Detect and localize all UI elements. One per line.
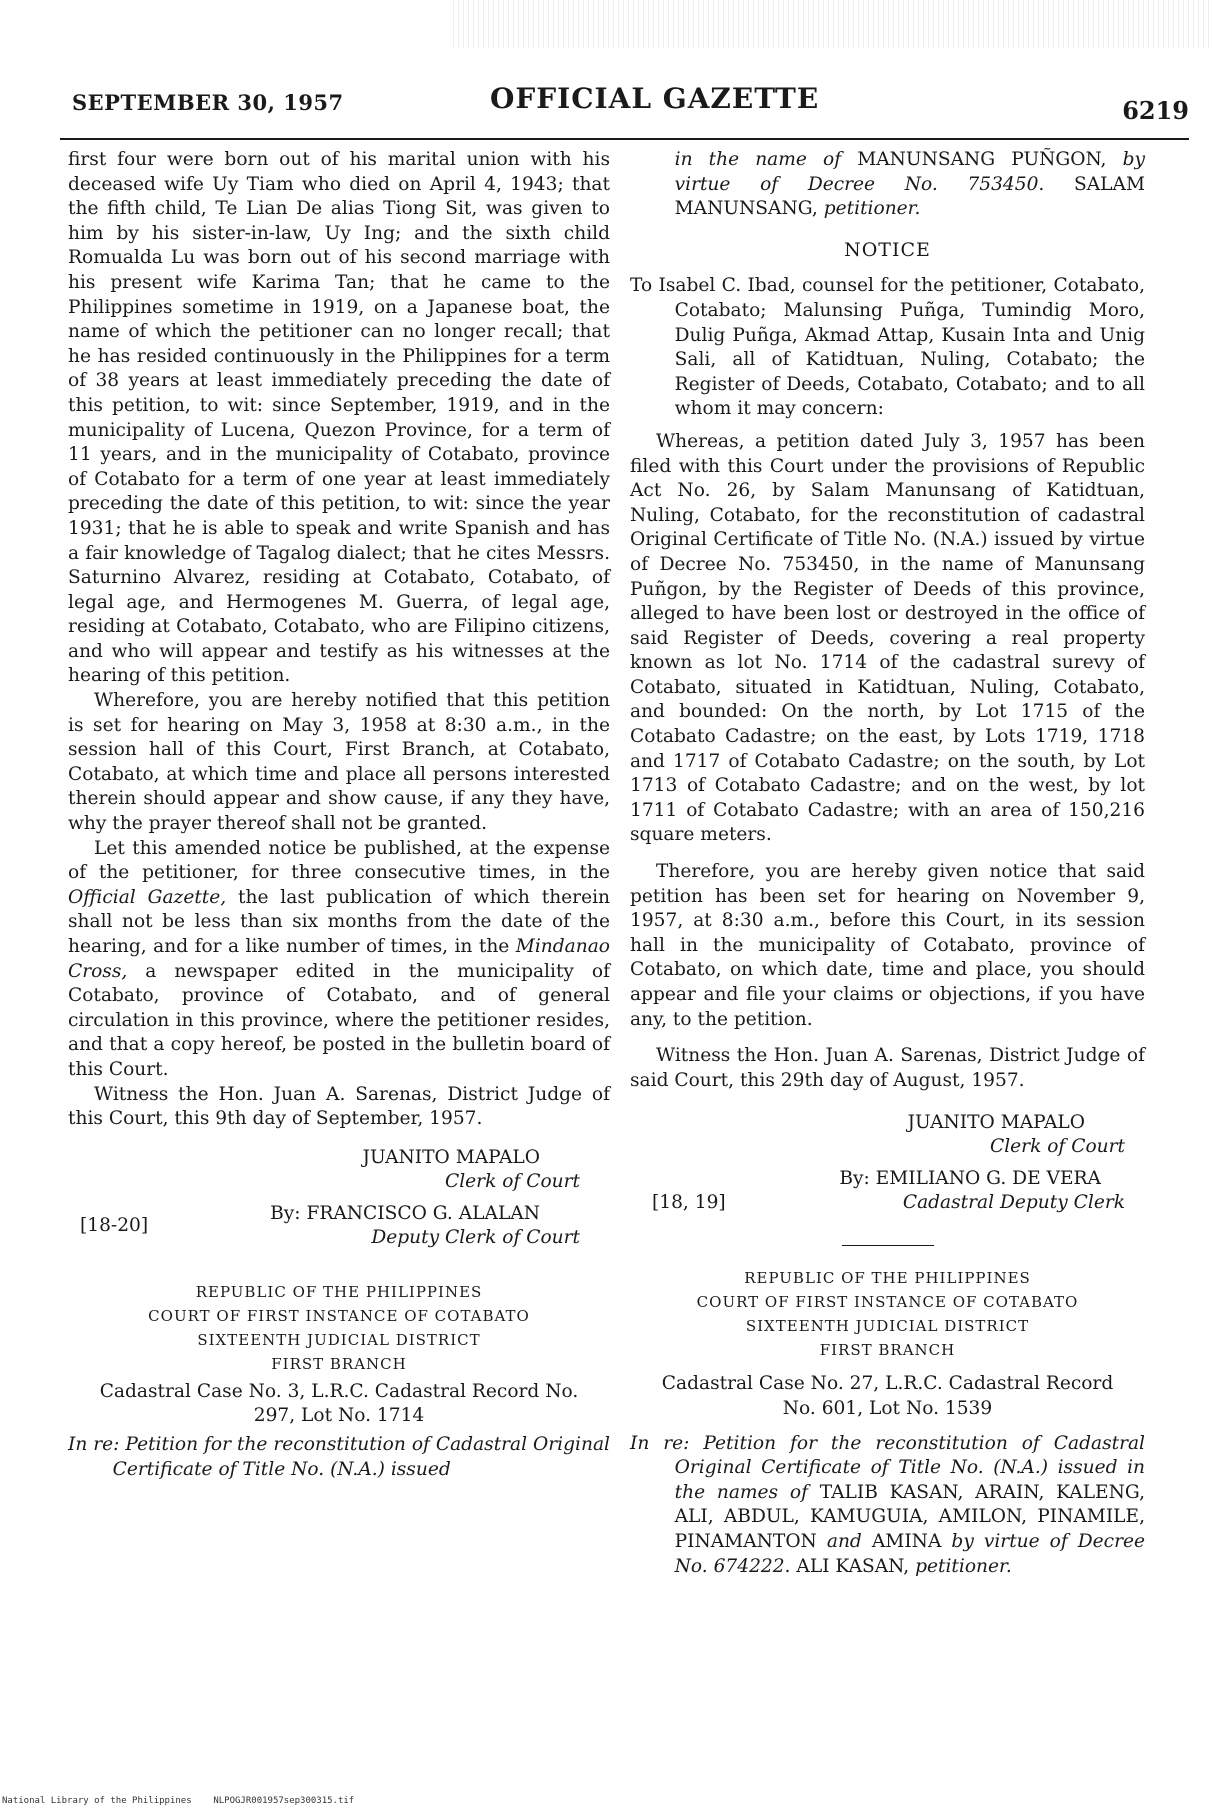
right-whereas: Whereas, a petition dated July 3, 1957 has been filed with this Court under the provisions of Republic Act No. 26, by Salam Manunsang of Katidtuan, Nuling, Cotabato, for the reconstitution of cadastral Original Certificate of Title No. (N.A.) issued by virtue of Decree No. 753450, in the name of Manunsang Puñgon, by the Register of Deeds of this province, alleged to have been lost or destroyed in the office of said Register of Deeds, covering a real property known as lot No. 1714 of the cadastral surevy of Cotabato, situated in Katidtuan, Nuling, Cotabato, and bounded: On the north, by Lot 1715 of the Cotabato Cadastre; on the east, by Lots 1719, 1718 and 1717 of Cotabato Cadastre; on the south, by Lot 1713 of Cotabato Cadastre; and on the west, by lot 1711 of Cotabato Cadastre; with an area of 150,216 square meters. <box>630 430 1145 846</box>
left-paragraph-1: first four were born out of his marital union with his deceased wife Uy Tiam who died on April 4, 1943; that the fifth child, Te Lian De alias Tiong Sit, was given to him by his sister-in-law, Uy Ing; and the sixth child Romualda Lu was born out of his second marriage with his present wife Karima Tan; that he came to the Philippines sometime in 1919, on a Japanese boat, the name of which the petitioner can no longer recall; that he has resided continuously in the Philippines for a term of 38 years at least immediately preceding the date of this petition, to wit: since September, 1919, and in the municipality of Lucena, Quezon Province, for a term of 11 years, and in the municipality of Cotabato, province of Cotabato for a term of one year at least immediately preceding the date of this petition, to wit: since the year 1931; that he is able to speak and write Spanish and has a fair knowledge of Tagalog dialect; that he cites Messrs. Saturnino Alvarez, residing at Cotabato, Cotabato, of legal age, and Hermogenes M. Guerra, of legal age, residing at Cotabato, Cotabato, who are Filipino citizens, and who will appear and testify as his witnesses at the hearing of this petition. <box>68 149 610 687</box>
header-rule <box>60 138 1189 140</box>
left-sig-name: JUANITO MAPALO <box>362 1146 540 1168</box>
right-witness: Witness the Hon. Juan A. Sarenas, District Judge of said Court, this 29th day of August, 1957. <box>630 1045 1145 1091</box>
left-by-line: By: FRANCISCO G. ALALAN <box>270 1202 540 1224</box>
right-case-line: Cadastral Case No. 27, L.R.C. Cadastral Record No. 601, Lot No. 1539 <box>661 1373 1114 1419</box>
right-sig-name: JUANITO MAPALO <box>907 1112 1085 1134</box>
right-signature-block <box>630 1111 1145 1214</box>
right-sig-title: Clerk of Court <box>990 1136 1125 1158</box>
left-issue-ref: [18-20] <box>80 1214 149 1236</box>
left-in-re: In re: Petition for the reconstitution of Cadastral Original Certificate of Title No. (N.A.) issued <box>68 1433 610 1480</box>
left-case-line: Cadastral Case No. 3, L.R.C. Cadastral Record No. 297, Lot No. 1714 <box>99 1380 579 1427</box>
header-page-number: 6219 <box>1122 96 1189 125</box>
left-signature-block <box>68 1146 610 1246</box>
left-court-heading: REPUBLIC OF THE PHILIPPINES COURT OF FIRST INSTANCE OF COTABATO SIXTEENTH JUDICIAL DISTRICT FIRST BRANCH <box>148 1282 530 1373</box>
right-by-title: Cadastral Deputy Clerk <box>902 1192 1125 1214</box>
scan-footer: National Library of the Philippines NLPOGJR001957sep300315.tif <box>2 1796 355 1806</box>
section-divider <box>842 1245 934 1246</box>
scan-noise <box>453 0 1213 48</box>
right-continuation: in the name of MANUNSANG PUÑGON, by virtue of Decree No. 753450. SALAM MANUNSANG, petitioner. <box>674 149 1145 220</box>
left-by-title: Deputy Clerk of Court <box>371 1226 580 1248</box>
right-column <box>630 148 1145 1579</box>
header-date: SEPTEMBER 30, 1957 <box>72 90 344 115</box>
right-to-paragraph: To Isabel C. Ibad, counsel for the petitioner, Cotabato, Cotabato; Malunsing Puñga, Tumindig Moro, Dulig Puñga, Akmad Attap, Kusain Inta and Unig Sali, all of Katidtuan, Nuling, Cotabato; the Register of Deeds, Cotabato, Cotabato; and to all whom it may concern: <box>630 275 1145 420</box>
right-issue-ref: [18, 19] <box>652 1192 726 1214</box>
left-paragraph-2: Wherefore, you are hereby notified that this petition is set for hearing on May 3, 1958 at 8:30 a.m., in the session hall of this Court, First Branch, at Cotabato, Cotabato, at which time and place all persons interested therein should appear and show cause, if any they have, why the prayer thereof shall not be granted. <box>68 690 610 835</box>
right-court-heading: REPUBLIC OF THE PHILIPPINES COURT OF FIRST INSTANCE OF COTABATO SIXTEENTH JUDICIAL DISTRICT FIRST BRANCH <box>696 1269 1079 1360</box>
gazette-name: Official Gazette, <box>68 886 227 908</box>
left-witness: Witness the Hon. Juan A. Sarenas, District Judge of this Court, this 9th day of September, 1957. <box>68 1083 610 1130</box>
right-therefore: Therefore, you are hereby given notice that said petition has been set for hearing on November 9, 1957, at 8:30 a.m., before this Court, in its session hall in the municipality of Cotabato, province of Cotabato, on which date, time and place, you should appear and file your claims or objections, if you have any, to the petition. <box>630 861 1145 1030</box>
right-in-re: In re: Petition for the reconstitution of Cadastral Original Certificate of Title No. (N.A.) issued in the names of TALIB KASAN, ARAIN, KALENG, ALI, ABDUL, KAMUGUIA, AMILON, PINAMILE, PINAMANTON and AMINA by virtue of Decree No. 674222. ALI KASAN, petitioner. <box>630 1432 1146 1577</box>
left-paragraph-3: Let this amended notice be published, at the expense of the petitioner, for three consecutive times, in the Official Gazette, the last publication of which therein shall not be less than six months from the date of the hearing, and for a like number of times, in the Mindanao Cross, a newspaper edited in the municipality of Cotabato, province of Cotabato, and of general circulation in this province, where the petitioner resides, and that a copy hereof, be posted in the bulletin board of this Court. <box>68 837 610 1080</box>
page-header <box>72 82 1189 125</box>
newspaper-name: Mindanao Cross, <box>68 936 610 982</box>
right-by-line: By: EMILIANO G. DE VERA <box>839 1168 1101 1190</box>
header-title: OFFICIAL GAZETTE <box>490 82 820 115</box>
notice-title: NOTICE <box>844 238 931 261</box>
left-sig-title: Clerk of Court <box>445 1170 580 1192</box>
left-column <box>68 148 610 1482</box>
